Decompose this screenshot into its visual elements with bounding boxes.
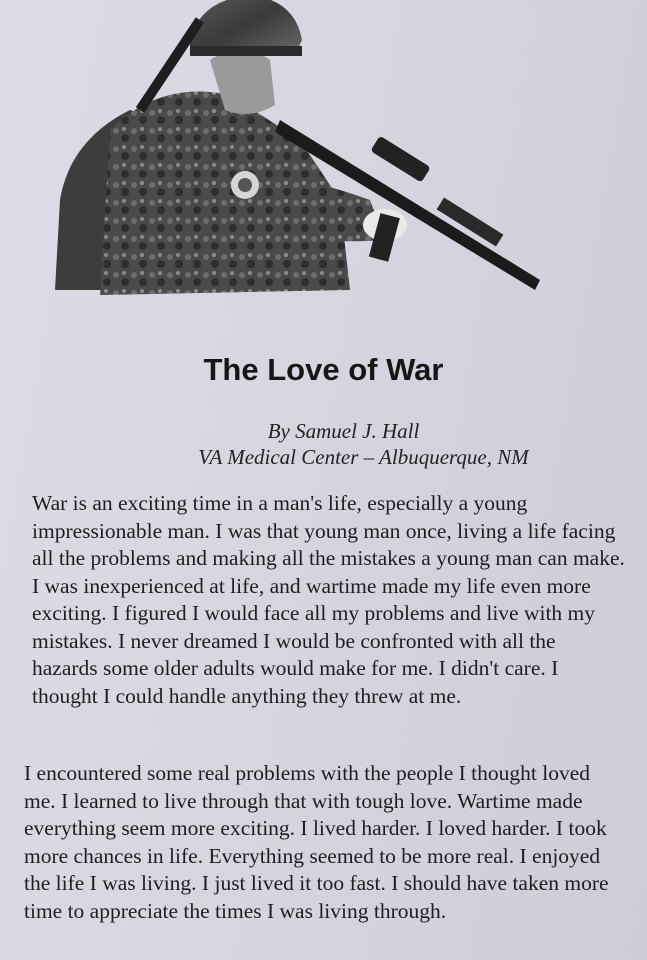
author-affiliation: VA Medical Center – Albuquerque, NM (198, 445, 529, 469)
soldier-with-rifle-illustration (40, 0, 540, 310)
paragraph-2: I encountered some real problems with the people I thought loved me. I learned to live through that with tough love. Wartime made everything seem more exciting. I lived harder. I loved harder. I took more chances in life. Everything seemed to be more real. I enjoyed the life I was living. I just lived it too fast. I should have taken more time to appreciate the times I was living through. (24, 761, 609, 923)
article-title: The Love of War (203, 352, 444, 387)
paragraph-1: War is an exciting time in a man's life, especially a young impressionable man. I was that young man once, living a life facing all the problems and making all the mistakes a young man can make. I was inexperienced at life, and wartime made my life even more exciting. I figured I would face all my problems and live with my mistakes. I never dreamed I would be confronted with all the hazards some older adults would make for me. I didn't care. I thought I could handle anything they threw at me. (32, 491, 625, 708)
author-byline: By Samuel J. Hall (267, 419, 420, 443)
byline-block (0, 418, 647, 470)
